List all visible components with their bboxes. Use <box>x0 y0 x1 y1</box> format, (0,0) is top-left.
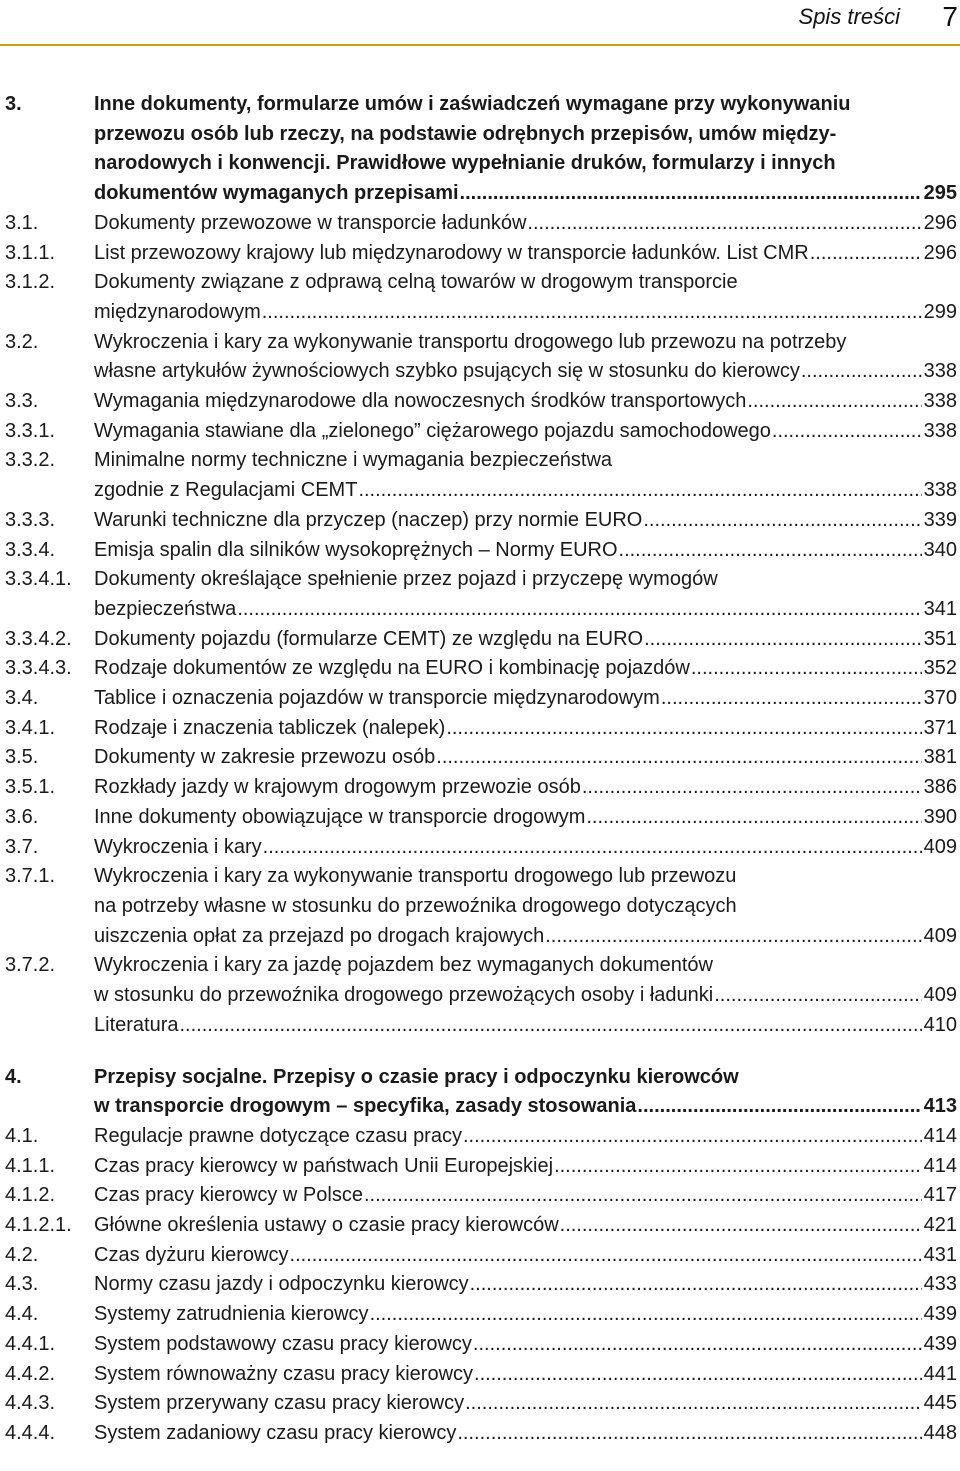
toc-entry-last-line <box>94 595 957 625</box>
toc-entry-body <box>94 714 957 744</box>
toc-entry-page: 295 <box>923 182 957 205</box>
toc-entry[interactable] <box>5 417 957 447</box>
toc-entry-page: 299 <box>923 300 957 323</box>
toc-entry-body <box>94 1330 957 1360</box>
toc-entry-number: 4.4.2. <box>5 1362 56 1385</box>
dot-leader <box>643 506 921 536</box>
toc-entry-number: 3. <box>5 93 22 115</box>
toc-entry-page: 433 <box>923 1273 957 1296</box>
toc-entry[interactable] <box>5 625 957 655</box>
toc-entry-body <box>94 1122 957 1152</box>
dot-leader <box>714 981 921 1011</box>
toc-entry[interactable] <box>5 1419 957 1449</box>
toc-entry-body <box>94 1300 957 1330</box>
toc-entry-body <box>94 506 957 536</box>
toc-entry-number: 4.4.4. <box>5 1421 56 1444</box>
dot-leader <box>691 654 922 684</box>
dot-leader <box>473 1330 922 1360</box>
toc-entry[interactable] <box>5 268 957 327</box>
toc-entry[interactable] <box>5 1330 957 1360</box>
toc-entry-title-line: Wykroczenia i kary <box>94 835 262 858</box>
toc-entry-last-line <box>94 803 957 833</box>
dot-leader <box>810 239 922 269</box>
toc-entry-number: 3.4. <box>5 687 39 710</box>
toc-entry-body <box>94 565 957 624</box>
toc-entry-page: 413 <box>923 1095 957 1118</box>
toc-entry-body <box>94 268 957 327</box>
toc-entry-title-line: Normy czasu jazdy i odpoczynku kierowcy <box>94 1273 469 1296</box>
toc-entry-page: 386 <box>923 776 957 799</box>
toc-entry-last-line <box>94 536 957 566</box>
toc-entry-title-line: Inne dokumenty obowiązujące w transporcie drogowym <box>94 805 586 828</box>
dot-leader <box>470 1270 922 1300</box>
toc-entry[interactable] <box>5 1300 957 1330</box>
toc-entry-page: 409 <box>923 924 957 947</box>
toc-entry-last-line <box>94 1092 957 1122</box>
toc-entry[interactable] <box>5 684 957 714</box>
toc-entry-title-line: Czas dyżuru kierowcy <box>94 1243 289 1266</box>
toc-entry-last-line <box>94 922 957 952</box>
toc-entry-title-line: Dokumenty określające spełnienie przez pojazd i przyczepę wymogów <box>94 568 718 591</box>
toc-entry-last-line <box>94 1330 957 1360</box>
dot-leader <box>661 684 922 714</box>
toc-entry[interactable] <box>5 1389 957 1419</box>
toc-entry-title-line: Tablice i oznaczenia pojazdów w transporcie międzynarodowym <box>94 687 660 710</box>
toc-entry-number: 4.4.3. <box>5 1392 56 1415</box>
toc-entry-last-line <box>94 1419 957 1449</box>
toc-entry[interactable] <box>5 862 957 951</box>
toc-entry-last-line <box>94 714 957 744</box>
toc-entry-title-line: międzynarodowym <box>94 300 261 323</box>
dot-leader <box>619 536 922 566</box>
toc-entry[interactable] <box>5 1211 957 1241</box>
dot-leader <box>262 298 922 328</box>
toc-entry-title-line: System zadaniowy czasu pracy kierowcy <box>94 1421 457 1444</box>
toc-entry-title-line: Rozkłady jazdy w krajowym drogowym przewozie osób <box>94 776 581 799</box>
toc-entry[interactable] <box>5 654 957 684</box>
toc-entry-title-line: Wykroczenia i kary za jazdę pojazdem bez wymaganych dokumentów <box>94 954 713 977</box>
toc-entry-body <box>94 536 957 566</box>
toc-entry-body <box>94 1181 957 1211</box>
toc-entry-number: 3.1. <box>5 211 39 234</box>
dot-leader <box>460 179 922 209</box>
toc-entry-body <box>94 833 957 863</box>
dot-leader <box>747 387 921 417</box>
toc-entry-body <box>94 654 957 684</box>
toc-entry-page: 338 <box>923 479 957 502</box>
toc-entry-number: 3.6. <box>5 805 39 828</box>
toc-entry-last-line <box>94 684 957 714</box>
dot-leader <box>637 1092 921 1122</box>
toc-entry-last-line <box>94 1211 957 1241</box>
toc-entry-number: 3.5. <box>5 746 39 769</box>
toc-entry-page: 439 <box>923 1332 957 1355</box>
toc-entry-page: 296 <box>923 241 957 264</box>
toc-entry-title-line: Dokumenty w zakresie przewozu osób <box>94 746 436 769</box>
toc-entry-last-line <box>94 506 957 536</box>
toc-entry-last-line <box>94 1270 957 1300</box>
toc-entry-last-line <box>94 1122 957 1152</box>
toc-entry-title-line: w stosunku do przewoźnika drogowego przewożących osoby i ładunki <box>94 984 714 1007</box>
toc-entry[interactable] <box>5 1241 957 1271</box>
toc-entry[interactable] <box>5 714 957 744</box>
toc-entry-last-line <box>94 773 957 803</box>
toc-entry-body <box>94 446 957 505</box>
toc-entry-title-line: Minimalne normy techniczne i wymagania bezpieczeństwa <box>94 449 613 472</box>
toc-entry-number: 3.3.2. <box>5 449 56 472</box>
dot-leader <box>237 595 921 625</box>
dot-leader <box>463 1122 922 1152</box>
toc-entry-body <box>94 1419 957 1449</box>
toc-entry-body <box>94 417 957 447</box>
toc-entry-title-line: Czas pracy kierowcy w państwach Unii Europejskiej <box>94 1154 554 1177</box>
toc-entry-page: 340 <box>923 538 957 561</box>
toc-entry-number: 3.7.1. <box>5 865 56 888</box>
toc-entry[interactable] <box>5 803 957 833</box>
toc-entry-number: 3.3.4. <box>5 538 56 561</box>
toc-entry-last-line <box>94 625 957 655</box>
toc-entry[interactable] <box>5 209 957 239</box>
dot-leader <box>370 1300 922 1330</box>
toc-entry-last-line <box>94 1360 957 1390</box>
toc-entry-last-line <box>94 179 957 209</box>
toc-entry-last-line <box>94 357 957 387</box>
toc-entry-title-line: w transporcie drogowym – specyfika, zasady stosowania <box>94 1095 637 1118</box>
toc-entry-number: 4.1.1. <box>5 1154 56 1177</box>
dot-leader <box>545 922 921 952</box>
toc-entry-body <box>94 209 957 239</box>
running-title: Spis treści <box>798 4 900 29</box>
toc-entry[interactable] <box>5 328 957 387</box>
toc-entry[interactable] <box>5 506 957 536</box>
toc-entry-body <box>94 625 957 655</box>
dot-leader <box>358 476 921 506</box>
toc-entry-title-line: Rodzaje i znaczenia tabliczek (nalepek) <box>94 716 446 739</box>
toc-entry[interactable] <box>5 1270 957 1300</box>
toc-entry-title-line: Rodzaje dokumentów ze względu na EURO i kombinację pojazdów <box>94 657 690 680</box>
toc-entry[interactable] <box>5 1181 957 1211</box>
toc-entry[interactable] <box>5 1122 957 1152</box>
toc-entry-last-line <box>94 981 957 1011</box>
toc-entry-number: 4.1.2.1. <box>5 1214 72 1237</box>
toc-entry-page: 341 <box>923 597 957 620</box>
toc-entry-page: 409 <box>923 835 957 858</box>
dot-leader <box>560 1211 922 1241</box>
toc-entry-last-line <box>94 833 957 863</box>
toc-entry-title-line: Dokumenty pojazdu (formularze CEMT) ze względu na EURO <box>94 627 644 650</box>
toc-entry-title-line: System podstawowy czasu pracy kierowcy <box>94 1332 472 1355</box>
toc-entry-title-line: Wymagania stawiane dla „zielonego” ciężarowego pojazdu samochodowego <box>94 419 771 442</box>
toc-entry[interactable] <box>5 1152 957 1182</box>
toc-entry-page: 390 <box>923 805 957 828</box>
toc-entry-number: 4.3. <box>5 1273 39 1296</box>
page-number: 7 <box>942 1 958 32</box>
toc-entry-number: 3.1.2. <box>5 271 56 294</box>
toc-entry-page: 339 <box>923 508 957 531</box>
toc-entry-body <box>94 239 957 269</box>
toc-entry-number: 3.3.1. <box>5 419 56 442</box>
toc-entry-page: 409 <box>923 984 957 1007</box>
toc-entry-page: 370 <box>923 687 957 710</box>
table-of-contents <box>5 90 957 1471</box>
toc-entry-number: 3.4.1. <box>5 716 56 739</box>
dot-leader <box>474 1360 922 1390</box>
toc-entry-title-line: Wykroczenia i kary za wykonywanie transportu drogowego lub przewozu <box>94 865 737 888</box>
toc-entry-number: 4.2. <box>5 1243 39 1266</box>
dot-leader <box>644 625 922 655</box>
dot-leader <box>554 1152 922 1182</box>
toc-entry-last-line <box>94 654 957 684</box>
toc-entry-number: 3.3. <box>5 390 39 413</box>
dot-leader <box>263 833 922 863</box>
toc-entry-title-line: przewozu osób lub rzeczy, na podstawie odrębnych przepisów, umów między- <box>94 122 837 145</box>
toc-entry-last-line <box>94 387 957 417</box>
dot-leader <box>180 1011 922 1041</box>
toc-entry-title-line: na potrzeby własne w stosunku do przewoźnika drogowego dotyczących <box>94 894 737 917</box>
toc-entry-title-line: Emisja spalin dla silników wysokoprężnych – Normy EURO <box>94 538 618 561</box>
toc-entry-body <box>94 387 957 417</box>
toc-entry-number <box>5 1011 94 1041</box>
toc-chapter <box>5 90 957 1041</box>
toc-entry-title-line: Inne dokumenty, formularze umów i zaświadczeń wymagane przy wykonywaniu <box>94 93 851 115</box>
toc-entry[interactable] <box>5 536 957 566</box>
dot-leader <box>436 743 921 773</box>
toc-entry-last-line <box>94 1389 957 1419</box>
toc-entry-last-line <box>94 239 957 269</box>
toc-entry-body <box>94 743 957 773</box>
dot-leader <box>582 773 922 803</box>
toc-entry-page: 381 <box>923 746 957 769</box>
toc-entry-number: 3.1.1. <box>5 241 56 264</box>
toc-entry-page: 338 <box>923 390 957 413</box>
dot-leader <box>586 803 921 833</box>
toc-entry-body <box>94 1241 957 1271</box>
toc-entry-page: 338 <box>923 360 957 383</box>
toc-entry-body <box>94 862 957 951</box>
dot-leader <box>527 209 921 239</box>
toc-entry-body <box>94 1211 957 1241</box>
toc-entry-title-line: uiszczenia opłat za przejazd po drogach krajowych <box>94 924 545 947</box>
toc-entry-title-line: narodowych i konwencji. Prawidłowe wypełnianie druków, formularzy i innych <box>94 152 836 175</box>
toc-entry-body <box>94 951 957 1010</box>
toc-entry-last-line <box>94 417 957 447</box>
toc-entry-page: 371 <box>923 716 957 739</box>
toc-entry-title-line: System równoważny czasu pracy kierowcy <box>94 1362 474 1385</box>
toc-entry-number: 4.1.2. <box>5 1184 56 1207</box>
toc-entry-number: 3.2. <box>5 330 39 353</box>
toc-entry-body <box>94 1011 957 1041</box>
toc-entry[interactable] <box>5 90 957 209</box>
toc-entry-page: 431 <box>923 1243 957 1266</box>
toc-entry-number: 3.3.4.1. <box>5 568 72 591</box>
dot-leader <box>364 1181 922 1211</box>
toc-entry-title-line: Warunki techniczne dla przyczep (naczep) przy normie EURO <box>94 508 643 531</box>
toc-entry[interactable] <box>5 446 957 505</box>
toc-entry-body <box>94 1152 957 1182</box>
toc-entry-body <box>94 328 957 387</box>
toc-entry-last-line <box>94 1152 957 1182</box>
toc-entry-last-line <box>94 1241 957 1271</box>
toc-entry[interactable] <box>5 1360 957 1390</box>
page-header <box>0 0 960 46</box>
toc-entry[interactable] <box>5 387 957 417</box>
toc-entry-title-line: List przewozowy krajowy lub międzynarodowy w transporcie ładunków. List CMR <box>94 241 809 264</box>
dot-leader <box>801 357 922 387</box>
toc-entry-title-line: Wykroczenia i kary za wykonywanie transportu drogowego lub przewozu na potrzeby <box>94 330 847 353</box>
toc-entry[interactable] <box>5 565 957 624</box>
toc-entry-title-line: Literatura <box>94 1013 179 1036</box>
toc-entry-number: 3.7. <box>5 835 39 858</box>
toc-entry-title-line: Czas pracy kierowcy w Polsce <box>94 1184 363 1207</box>
toc-entry-title-line: zgodnie z Regulacjami CEMT <box>94 479 358 502</box>
toc-entry-title-line: Dokumenty związane z odprawą celną towarów w drogowym transporcie <box>94 271 738 294</box>
toc-entry-page: 417 <box>923 1184 957 1207</box>
toc-entry-title-line: Systemy zatrudnienia kierowcy <box>94 1303 369 1326</box>
toc-entry-body <box>94 1360 957 1390</box>
toc-entry-page: 296 <box>923 211 957 234</box>
dot-leader <box>446 714 921 744</box>
toc-entry-title-line: dokumentów wymaganych przepisami <box>94 182 459 205</box>
toc-entry-number: 3.3.4.3. <box>5 657 72 680</box>
toc-entry-body <box>94 90 957 209</box>
toc-chapter <box>5 1063 957 1449</box>
toc-entry-body <box>94 1063 957 1122</box>
toc-entry-number: 3.3.4.2. <box>5 627 72 650</box>
toc-entry-page: 351 <box>923 627 957 650</box>
toc-entry-number: 3.3.3. <box>5 508 56 531</box>
toc-entry[interactable] <box>5 743 957 773</box>
toc-entry-title-line: własne artykułów żywnościowych szybko psujących się w stosunku do kierowcy <box>94 360 800 383</box>
toc-entry-body <box>94 773 957 803</box>
dot-leader <box>290 1241 922 1271</box>
toc-entry[interactable] <box>5 951 957 1010</box>
toc-entry-body <box>94 684 957 714</box>
toc-entry[interactable] <box>5 773 957 803</box>
toc-entry-title-line: Wymagania międzynarodowe dla nowoczesnych środków transportowych <box>94 390 747 413</box>
toc-entry-page: 448 <box>923 1421 957 1444</box>
toc-entry-title-line: Przepisy socjalne. Przepisy o czasie pracy i odpoczynku kierowców <box>94 1065 739 1088</box>
toc-entry-title-line: Główne określenia ustawy o czasie pracy kierowców <box>94 1214 559 1237</box>
toc-entry[interactable] <box>5 1063 957 1122</box>
toc-entry[interactable] <box>5 833 957 863</box>
toc-entry-page: 421 <box>923 1214 957 1237</box>
toc-entry-page: 352 <box>923 657 957 680</box>
toc-entry-last-line <box>94 1181 957 1211</box>
toc-entry-last-line <box>94 1300 957 1330</box>
toc-entry-number: 4.4.1. <box>5 1332 56 1355</box>
toc-entry-last-line <box>94 1011 957 1041</box>
toc-entry-number: 4.1. <box>5 1124 39 1147</box>
toc-entry-last-line <box>94 298 957 328</box>
dot-leader <box>457 1419 921 1449</box>
toc-entry[interactable] <box>5 239 957 269</box>
toc-entry[interactable] <box>5 1011 957 1041</box>
toc-entry-last-line <box>94 476 957 506</box>
toc-entry-last-line <box>94 743 957 773</box>
toc-entry-body <box>94 803 957 833</box>
toc-entry-title-line: Regulacje prawne dotyczące czasu pracy <box>94 1124 462 1147</box>
toc-entry-title-line: Dokumenty przewozowe w transporcie ładunków <box>94 211 527 234</box>
dot-leader <box>772 417 922 447</box>
toc-entry-page: 441 <box>923 1362 957 1385</box>
toc-entry-page: 338 <box>923 419 957 442</box>
toc-entry-number: 4.4. <box>5 1303 39 1326</box>
toc-entry-body <box>94 1389 957 1419</box>
toc-entry-title-line: System przerywany czasu pracy kierowcy <box>94 1392 465 1415</box>
toc-entry-page: 414 <box>923 1124 957 1147</box>
toc-entry-page: 414 <box>923 1154 957 1177</box>
toc-entry-number: 4. <box>5 1065 22 1088</box>
dot-leader <box>465 1389 922 1419</box>
toc-entry-number: 3.7.2. <box>5 954 56 977</box>
toc-entry-page: 410 <box>923 1013 957 1036</box>
toc-entry-title-line: bezpieczeństwa <box>94 597 237 620</box>
toc-entry-body <box>94 1270 957 1300</box>
toc-entry-page: 439 <box>923 1303 957 1326</box>
toc-entry-number: 3.5.1. <box>5 776 56 799</box>
toc-entry-page: 445 <box>923 1392 957 1415</box>
toc-entry-last-line <box>94 209 957 239</box>
